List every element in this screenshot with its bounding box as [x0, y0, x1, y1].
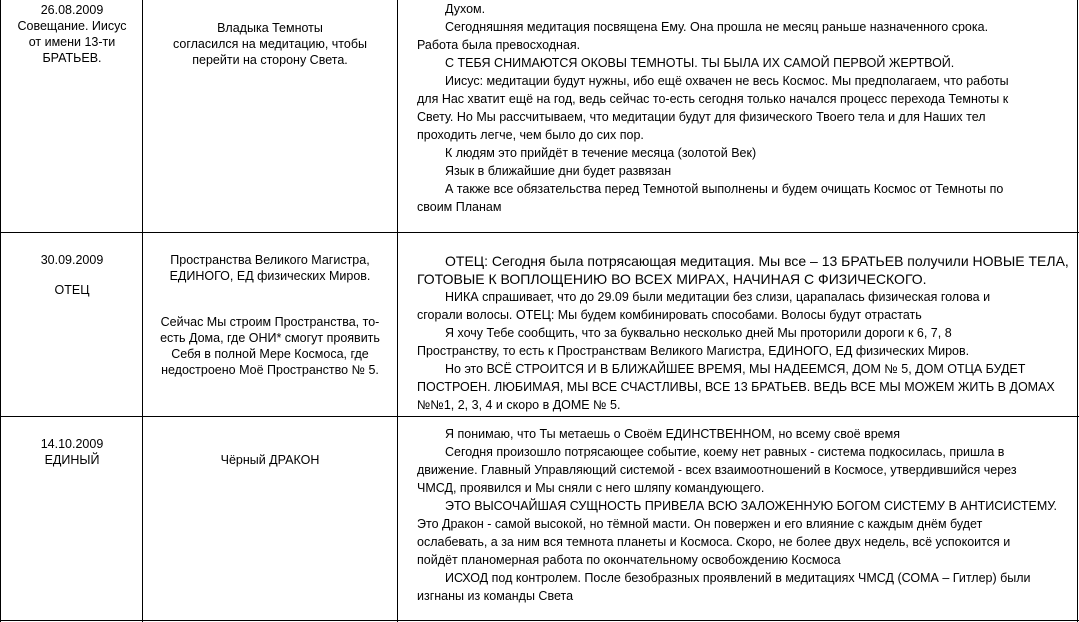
- text-line: Я хочу Тебе сообщить, что за буквально несколько дней Мы проторили дороги к 6, 7, 8: [445, 326, 952, 340]
- row-1-date-cell: [2, 2, 142, 66]
- text-line: движение. Главный Управляющий системой - всех взаимоотношений в Космосе, утвердившийся через: [417, 463, 1017, 477]
- text-line: Духом.: [445, 2, 486, 16]
- entry-source: БРАТЬЕВ.: [42, 51, 102, 65]
- entry-topic: перейти на сторону Света.: [192, 53, 348, 67]
- text-line: проходить легче, чем было до сих пор.: [417, 128, 644, 142]
- text-line: изгнаны из команды Света: [417, 589, 574, 603]
- row-2-topic-cell: [144, 252, 396, 378]
- entry-topic: Чёрный ДРАКОН: [220, 453, 320, 467]
- entry-topic: Пространства Великого Магистра,: [170, 253, 370, 267]
- table-border-right: [1077, 0, 1078, 622]
- text-line: ЭТО ВЫСОЧАЙШАЯ СУЩНОСТЬ ПРИВЕЛА ВСЮ ЗАЛОЖЕННУЮ БОГОМ СИСТЕМУ В АНТИСИСТЕМУ.: [445, 499, 1058, 513]
- entry-source: от имени 13-ти: [28, 35, 116, 49]
- text-line: Свету. Но Мы рассчитываем, что медитации будут для физического Твоего тела и для Наших тел: [417, 110, 986, 124]
- text-line: Пространству, то есть к Пространствам Великого Магистра, ЕДИНОГО, ЕД физических Миров.: [417, 344, 970, 358]
- column-divider: [397, 0, 398, 622]
- text-line: Сегодняшняя медитация посвящена Ему. Она прошла не месяц раньше назначенного срока.: [445, 20, 989, 34]
- text-line: Это Дракон - самой высокой, но тёмной масти. Он повержен и его влияние с каждым днём будет: [417, 517, 983, 531]
- entry-date: 26.08.2009: [40, 3, 104, 17]
- text-line: №№1, 2, 3, 4 и скоро в ДОМЕ № 5.: [417, 398, 621, 412]
- entry-source: Совещание. Иисус: [17, 19, 127, 33]
- text-line: ОТЕЦ: Сегодня была потрясающая медитация. Мы все – 13 БРАТЬЕВ получили НОВЫЕ ТЕЛА,: [445, 253, 1069, 269]
- column-divider: [142, 0, 143, 622]
- text-line: Язык в ближайшие дни будет развязан: [445, 164, 672, 178]
- text-line: НИКА спрашивает, что до 29.09 были медитации без слизи, царапалась физическая голова и: [445, 290, 991, 304]
- text-line: своим Планам: [417, 200, 502, 214]
- table-border-bottom: [0, 620, 1079, 621]
- text-line: ослабевать, а за ним вся темнота планеты и Космоса. Скоро, не более двух недель, всё успокоится и: [417, 535, 1011, 549]
- entry-topic: ЕДИНОГО, ЕД физических Миров.: [169, 269, 371, 283]
- row-3-topic-cell: [144, 452, 396, 468]
- row-1-topic-cell: [144, 20, 396, 68]
- entry-topic: Владыка Темноты: [217, 21, 323, 35]
- entry-date: 14.10.2009: [40, 437, 104, 451]
- text-line: ИСХОД под контролем. После безобразных проявлений в медитациях ЧМСД (СОМА – Гитлер) были: [445, 571, 1031, 585]
- text-line: Я понимаю, что Ты метаешь о Своём ЕДИНСТВЕННОМ, но всему своё время: [445, 427, 900, 441]
- text-line: Сегодня произошло потрясающее событие, коему нет равных - система подкосилась, пришла в: [445, 445, 1005, 459]
- row-divider: [0, 232, 1079, 233]
- entry-topic-note: есть Дома, где ОНИ* смогут проявить: [160, 331, 380, 345]
- text-line: ГОТОВЫЕ К ВОПЛОЩЕНИЮ ВО ВСЕХ МИРАХ, НАЧИНАЯ С ФИЗИЧЕСКОГО.: [417, 271, 927, 287]
- text-line: Работа была превосходная.: [417, 38, 581, 52]
- text-line: ПОСТРОЕН. ЛЮБИМАЯ, МЫ ВСЕ СЧАСТЛИВЫ, ВСЕ 13 БРАТЬЕВ. ВЕДЬ ВСЕ МЫ МОЖЕМ ЖИТЬ В ДОМАХ: [417, 380, 1055, 394]
- text-line: сгорали волосы. ОТЕЦ: Мы будем комбинировать способами. Волосы будут отрастать: [417, 308, 922, 322]
- entry-topic-note: Сейчас Мы строим Пространства, то-: [160, 315, 380, 329]
- entry-source: ОТЕЦ: [54, 283, 90, 297]
- table-border-left: [0, 0, 1, 622]
- text-line: А также все обязательства перед Темнотой выполнены и будем очищать Космос от Темноты по: [445, 182, 1004, 196]
- text-line: Иисус: медитации будут нужны, ибо ещё охвачен не весь Космос. Мы предполагаем, что работы: [445, 74, 1009, 88]
- row-3-date-cell: [2, 436, 142, 468]
- entry-topic-note: недостроено Моё Пространство № 5.: [161, 363, 379, 377]
- row-2-text-cell: [417, 252, 1077, 414]
- entry-source: ЕДИНЫЙ: [44, 453, 100, 467]
- row-1-text-cell: [417, 0, 1077, 216]
- text-line: пойдёт планомерная работа по окончательному освобождению Космоса: [417, 553, 841, 567]
- entry-topic: согласился на медитацию, чтобы: [173, 37, 367, 51]
- row-2-date-cell: [2, 252, 142, 298]
- text-line: С ТЕБЯ СНИМАЮТСЯ ОКОВЫ ТЕМНОТЫ. ТЫ БЫЛА ИХ САМОЙ ПЕРВОЙ ЖЕРТВОЙ.: [445, 56, 955, 70]
- entry-topic-note: Себя в полной Мере Космоса, где: [171, 347, 369, 361]
- row-3-text-cell: [417, 425, 1077, 605]
- text-line: Но это ВСЁ СТРОИТСЯ И В БЛИЖАЙШЕЕ ВРЕМЯ, МЫ НАДЕЕМСЯ, ДОМ № 5, ДОМ ОТЦА БУДЕТ: [445, 362, 1026, 376]
- text-line: К людям это прийдёт в течение месяца (золотой Век): [445, 146, 757, 160]
- row-divider: [0, 416, 1079, 417]
- text-line: для Нас хватит ещё на год, ведь сейчас то-есть сегодня только начался процесс перехода Темноты к: [417, 92, 1009, 106]
- entry-date: 30.09.2009: [40, 253, 104, 267]
- text-line: ЧМСД, проявился и Мы сняли с него шляпу командующего.: [417, 481, 765, 495]
